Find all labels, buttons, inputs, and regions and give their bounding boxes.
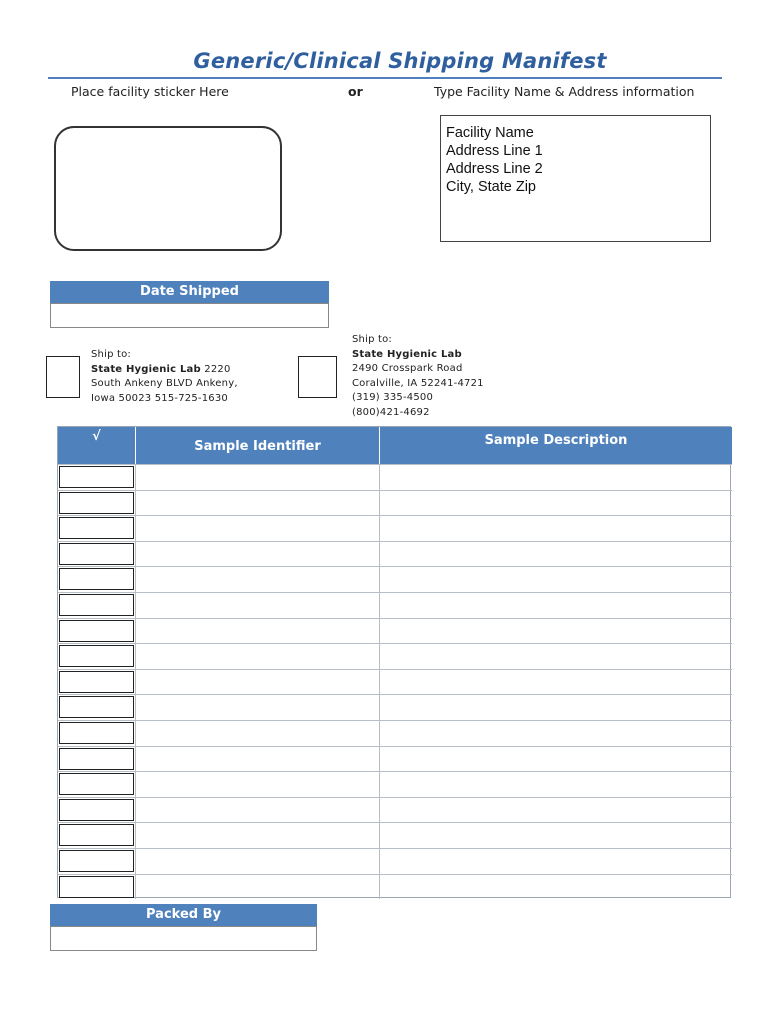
row-checkbox[interactable] xyxy=(59,876,134,898)
row-checkbox[interactable] xyxy=(59,799,134,821)
ship-to-label: Ship to: xyxy=(352,334,392,345)
date-shipped-header: Date Shipped xyxy=(50,281,329,303)
table-row xyxy=(58,490,732,516)
table-row xyxy=(58,669,732,695)
table-row xyxy=(58,874,732,900)
facility-name: Facility Name xyxy=(446,125,534,141)
row-checkbox[interactable] xyxy=(59,620,134,642)
table-row xyxy=(58,464,732,490)
sticker-instruction: Place facility sticker Here xyxy=(71,84,229,99)
row-checkbox[interactable] xyxy=(59,773,134,795)
ship-to-phone-2: (800)421-4692 xyxy=(352,406,430,418)
table-row xyxy=(58,541,732,567)
table-row xyxy=(58,515,732,541)
row-checkbox[interactable] xyxy=(59,696,134,718)
table-row xyxy=(58,720,732,746)
ship-to-label: Ship to: xyxy=(91,349,131,360)
table-row xyxy=(58,618,732,644)
ship-to-ankeny-checkbox[interactable] xyxy=(46,356,80,398)
facility-address-line-2: Address Line 2 xyxy=(446,161,543,177)
packed-by-header: Packed By xyxy=(50,904,317,926)
row-checkbox[interactable] xyxy=(59,492,134,514)
date-shipped-field[interactable] xyxy=(50,303,329,328)
table-row xyxy=(58,694,732,720)
table-row xyxy=(58,592,732,618)
row-checkbox[interactable] xyxy=(59,517,134,539)
table-row xyxy=(58,797,732,823)
table-row xyxy=(58,566,732,592)
title-divider xyxy=(48,77,722,79)
ship-to-ankeny-address xyxy=(91,348,281,406)
table-row xyxy=(58,746,732,772)
row-checkbox[interactable] xyxy=(59,645,134,667)
row-checkbox[interactable] xyxy=(59,748,134,770)
page-title: Generic/Clinical Shipping Manifest xyxy=(193,49,607,73)
sample-table xyxy=(57,426,731,898)
ship-to-line-3: Coralville, IA 52241-4721 xyxy=(352,377,484,389)
facility-city-state-zip: City, State Zip xyxy=(446,179,536,195)
ship-to-line-3: Iowa 50023 515-725-1630 xyxy=(91,392,228,404)
ship-to-coralville-checkbox[interactable] xyxy=(298,356,337,398)
facility-address-box[interactable] xyxy=(440,115,711,242)
table-row xyxy=(58,848,732,874)
row-checkbox[interactable] xyxy=(59,568,134,590)
lab-name: State Hygienic Lab xyxy=(91,363,201,375)
table-row xyxy=(58,771,732,797)
facility-address-line-1: Address Line 1 xyxy=(446,143,543,159)
row-checkbox[interactable] xyxy=(59,671,134,693)
sample-identifier-header: Sample Identifier xyxy=(136,427,379,464)
table-row xyxy=(58,643,732,669)
facility-sticker-area[interactable] xyxy=(54,126,282,251)
row-checkbox[interactable] xyxy=(59,594,134,616)
row-checkbox[interactable] xyxy=(59,850,134,872)
street-number: 2220 xyxy=(200,363,231,375)
check-column-header: √ xyxy=(58,427,135,464)
sample-description-header: Sample Description xyxy=(380,427,732,464)
table-row xyxy=(58,822,732,848)
row-checkbox[interactable] xyxy=(59,543,134,565)
row-checkbox[interactable] xyxy=(59,824,134,846)
ship-to-line-2: 2490 Crosspark Road xyxy=(352,363,463,374)
ship-to-phone-1: (319) 335-4500 xyxy=(352,392,434,403)
packed-by-field[interactable] xyxy=(50,926,317,951)
row-checkbox[interactable] xyxy=(59,466,134,488)
ship-to-line-1 xyxy=(91,363,281,378)
or-label: or xyxy=(348,84,363,99)
ship-to-line-2: South Ankeny BLVD Ankeny, xyxy=(91,378,238,389)
ship-to-coralville-address xyxy=(352,333,552,420)
row-checkbox[interactable] xyxy=(59,722,134,744)
type-instruction: Type Facility Name & Address information xyxy=(434,84,695,99)
lab-name: State Hygienic Lab xyxy=(352,348,462,360)
